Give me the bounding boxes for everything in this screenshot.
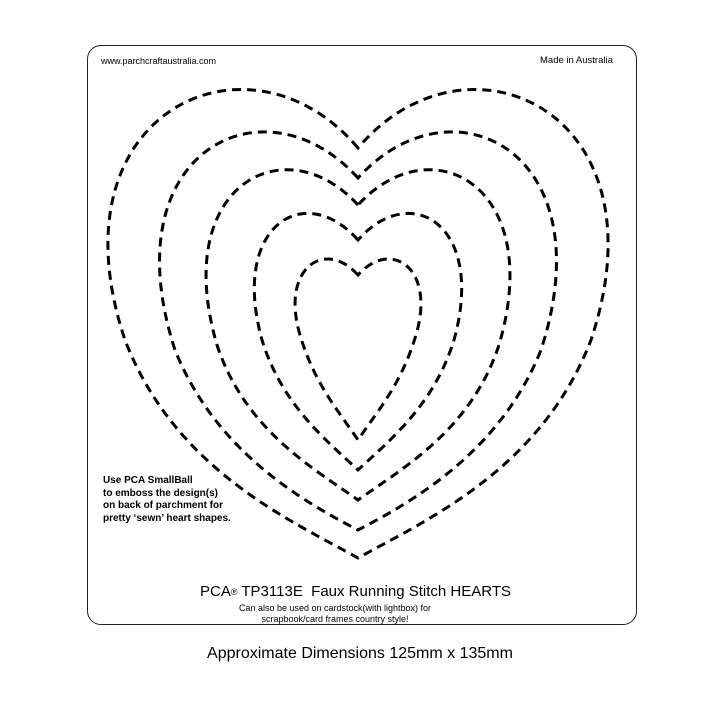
instructions-text <box>103 475 231 525</box>
usage-note <box>200 603 470 625</box>
instruction-line: Use PCA SmallBall <box>103 475 193 486</box>
instruction-line: to emboss the design(s) <box>103 487 219 499</box>
brand-name: PCA <box>200 583 231 600</box>
note-line: Can also be used on cardstock(with lightbox) for <box>238 603 432 613</box>
product-title <box>200 583 630 600</box>
heart-outline-4 <box>254 213 461 470</box>
website-url: www.parchcraftaustralia.com <box>101 56 217 66</box>
instruction-line: pretty ‘sewn’ heart shapes. <box>103 512 231 524</box>
heart-outline-5 <box>295 259 421 440</box>
note-line: scrapbook/card frames country style! <box>261 614 409 624</box>
product-name: Faux Running Stitch HEARTS <box>311 583 511 600</box>
instruction-line: on back of parchment for <box>103 500 224 511</box>
made-in-label: Made in Australia <box>540 55 613 66</box>
dimensions-caption: Approximate Dimensions 125mm x 135mm <box>207 645 513 662</box>
registered-mark: ® <box>230 587 238 598</box>
product-code: TP3113E <box>241 583 303 600</box>
heart-outline-3 <box>206 170 510 500</box>
